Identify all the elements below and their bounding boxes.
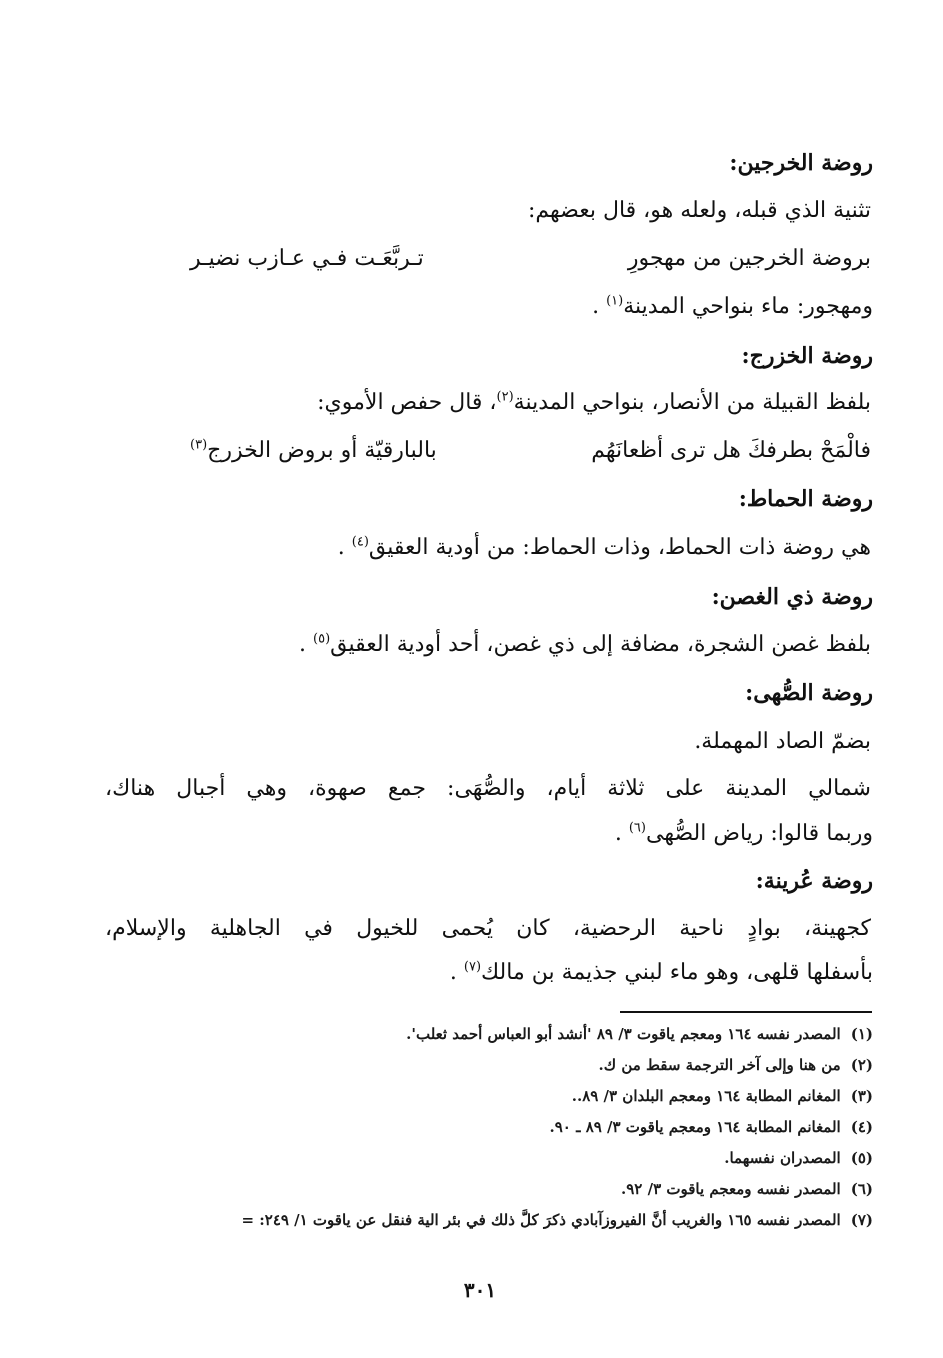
entry-heading-rawdat-al-hamat: روضة الحماط: — [738, 486, 873, 512]
entry-text — [299, 630, 871, 660]
footnote-number: (٧) — [850, 1211, 873, 1229]
footnote-number: (٣) — [850, 1087, 873, 1105]
entry-text-segment: . — [614, 821, 622, 846]
poetry-verse — [190, 244, 871, 274]
entry-text-segment: ، قال حفص الأموي: — [317, 390, 497, 415]
footnote-text: المغانم المطابة ١٦٤ ومعجم ياقوت ٣/ ٨٩ ـ ٩٠. — [549, 1118, 841, 1136]
verse-second-hemistich — [190, 436, 437, 466]
entry-text-segment: وربما قالوا: رياض الصُّهى — [645, 821, 873, 846]
footnote-5 — [724, 1148, 873, 1168]
footnote-4 — [549, 1117, 873, 1137]
footnote-text: المصدر نفسه ومعجم ياقوت ٣/ ٩٢. — [621, 1180, 841, 1198]
entry-text-segment: بلفظ غصن الشجرة، مضافة إلى ذي غصن، أحد أودية العقيق — [330, 632, 871, 657]
entry-text: تثنية الذي قبله، ولعله هو، قال بعضهم: — [527, 198, 871, 223]
entry-text-segment: . — [337, 535, 345, 560]
entry-heading-rawdat-al-suha: روضة الصُّهى: — [745, 680, 873, 706]
footnote-3 — [572, 1086, 873, 1106]
footnote-number: (٥) — [850, 1149, 873, 1167]
footnote-number: (٢) — [850, 1056, 873, 1074]
footnote-ref[interactable]: (٥) — [313, 631, 331, 647]
verse-first-hemistich: بروضة الخرجين من مهجورِ — [627, 246, 871, 271]
footnote-number: (١) — [850, 1025, 873, 1043]
entry-text-segment: هي روضة ذات الحماط، وذات الحماط: من أودية العقيق — [368, 535, 871, 560]
entry-text: بضمّ الصاد المهملة. — [694, 729, 871, 754]
poetry-verse — [190, 436, 871, 466]
entry-text — [450, 958, 873, 988]
footnote-ref[interactable]: (٤) — [351, 534, 369, 550]
entry-text-segment: ومهجور: ماء بنواحي المدينة — [623, 294, 873, 319]
entry-text-segment: بأسفلها قلهى، وهو ماء لبني جذيمة بن مالك — [481, 960, 873, 985]
footnote-ref[interactable]: (٣) — [190, 437, 208, 453]
footnote-separator — [620, 1011, 872, 1013]
entry-heading-rawdat-al-kharjayn: روضة الخرجين: — [729, 150, 873, 176]
footnote-2 — [599, 1055, 873, 1075]
entry-text-segment: . — [299, 632, 307, 657]
entry-text: شمالي المدينة على ثلاثة أيام، والصُّهَى: جمع صهوة، وهي أجبال هناك، — [105, 776, 871, 801]
verse-text: بالبارقيّة أو بروض الخزرج — [207, 438, 437, 463]
footnote-7 — [241, 1210, 873, 1230]
footnote-ref[interactable]: (١) — [606, 293, 624, 309]
footnote-text: المصدران نفسهما. — [724, 1149, 841, 1167]
footnote-ref[interactable]: (٦) — [628, 820, 646, 836]
entry-text — [592, 292, 873, 322]
footnote-number: (٦) — [850, 1180, 873, 1198]
footnote-text: المغانم المطابة ١٦٤ ومعجم البلدان ٣/ ٨٩.. — [571, 1087, 841, 1105]
entry-heading-rawdat-al-khazraj: روضة الخزرج: — [741, 343, 873, 369]
entry-text — [615, 819, 873, 849]
entry-text-segment: بلفظ القبيلة من الأنصار، بنواحي المدينة — [513, 390, 871, 415]
footnote-text: من هنا وإلى آخر الترجمة سقط من ك. — [598, 1056, 841, 1074]
footnote-ref[interactable]: (٧) — [463, 959, 482, 975]
entry-text — [317, 388, 871, 418]
page-number: ٣٠١ — [463, 1278, 497, 1302]
footnote-6 — [621, 1179, 873, 1199]
footnote-text: المصدر نفسه ١٦٥ والغريب أنَّ الفيروزآبادي ذكرَ كلَّ ذلك في بئر الية فنقل عن ياقوت ١/ ٢٤٩: = — [241, 1211, 841, 1229]
verse-second-hemistich: تـربَّعَـت فـي عـازب نضيـر — [190, 246, 424, 271]
footnote-text: المصدر نفسه ١٦٤ ومعجم ياقوت ٣/ ٨٩ 'أنشد أبو العباس أحمد ثعلب'. — [406, 1025, 841, 1043]
entry-text-segment: . — [592, 294, 600, 319]
verse-first-hemistich: فالْمَحْ بطرفكَ هل ترى أظعانَهُم — [591, 438, 871, 463]
footnote-1 — [406, 1024, 873, 1044]
footnote-number: (٤) — [850, 1118, 873, 1136]
entry-text — [338, 533, 871, 563]
entry-heading-rawdat-dhi-al-ghusn: روضة ذي الغصن: — [711, 584, 873, 610]
entry-heading-rawdat-urayna: روضة عُرينة: — [755, 868, 873, 894]
entry-text-segment: . — [449, 960, 457, 985]
entry-text: كجهينة، بوادٍ ناحية الرحضية، كان يُحمى للخيول في الجاهلية والإسلام، — [105, 916, 871, 941]
footnote-ref[interactable]: (٢) — [496, 389, 514, 405]
